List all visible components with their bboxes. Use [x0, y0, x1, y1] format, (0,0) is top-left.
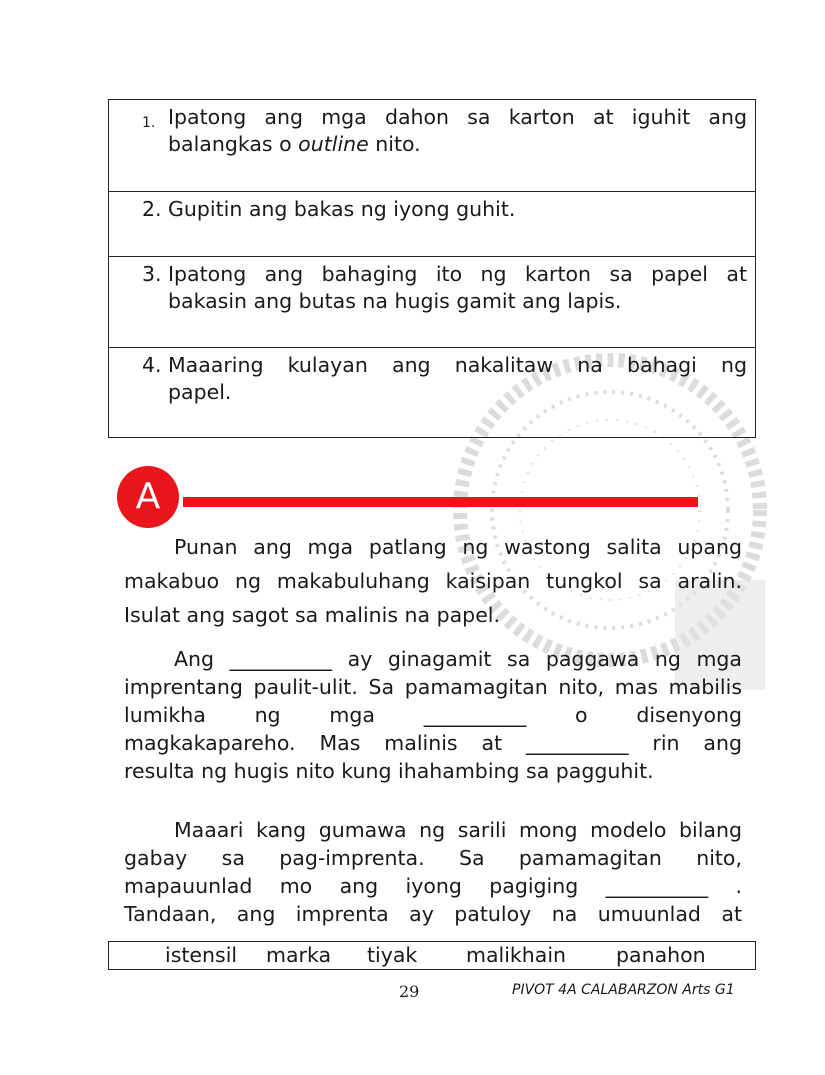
step-text-line2: bakasin ang butas na hugis gamit ang lapis. [168, 289, 622, 313]
step-text: Maaaring kulayan ang nakalitaw na bahagi ng [168, 353, 747, 377]
paragraph-line: imprentang paulit-ulit. Sa pamamagitan nito, mas mabilis [124, 675, 742, 699]
steps-table [108, 99, 756, 438]
step-text: Ipatong ang mga dahon sa karton at iguhit ang [168, 105, 747, 129]
step-text: Ipatong ang bahaging ito ng karton sa papel at [168, 262, 747, 286]
paragraph-line: Maaari kang gumawa ng sarili mong modelo bilang [174, 818, 742, 842]
step-row-2 [109, 192, 755, 257]
paragraph-line: magkakapareho. Mas malinis at __________ rin ang [124, 731, 742, 755]
instructions [124, 530, 742, 632]
step-number: 1. [142, 115, 156, 131]
instructions-line: Isulat ang sagot sa malinis na papel. [124, 603, 501, 627]
step-number: 3. [142, 262, 162, 286]
paragraph-line: mapauunlad mo ang iyong pagiging __________ . [124, 874, 742, 898]
footer-label: PIVOT 4A CALABARZON Arts G1 [512, 982, 735, 998]
step-row-3 [109, 257, 755, 348]
paragraph-line: Tandaan, ang imprenta ay patuloy na umuunlad at [124, 902, 742, 926]
step-row-4 [109, 348, 755, 437]
word-bank-item: panahon [616, 943, 706, 967]
step-number: 4. [142, 353, 162, 377]
fill-in-paragraph-1 [124, 645, 742, 785]
instructions-line: makabuo ng makabuluhang kaisipan tungkol sa aralin. [124, 569, 742, 593]
page-number: 29 [399, 982, 420, 1001]
word-bank-item: istensil [165, 943, 238, 967]
section-badge: A [117, 466, 179, 528]
paragraph-line: lumikha ng mga __________ o disenyong [124, 703, 742, 727]
step-text-line2 [142, 131, 747, 158]
paragraph-line: Ang __________ ay ginagamit sa paggawa ng mga [174, 647, 742, 671]
word-bank-item: marka [266, 943, 332, 967]
word-bank-item: tiyak [367, 943, 418, 967]
paragraph-line: gabay sa pag-imprenta. Sa pamamagitan nito, [124, 846, 742, 870]
step-number: 2. [142, 197, 162, 221]
step-row-1 [109, 100, 755, 192]
paragraph-line: resulta ng hugis nito kung ihahambing sa pagguhit. [124, 759, 654, 783]
step-text-part: nito. [368, 132, 421, 156]
fill-in-paragraph-2 [124, 816, 742, 928]
instructions-line: Punan ang mga patlang ng wastong salita upang [174, 535, 742, 559]
step-text-line2: papel. [168, 380, 232, 404]
word-bank-item: malikhain [466, 943, 567, 967]
word-bank [108, 941, 756, 970]
section-title-bar [183, 497, 698, 507]
step-text: Gupitin ang bakas ng iyong guhit. [168, 197, 516, 221]
emphasis-text: outline [298, 132, 369, 156]
step-text-part: balangkas o [168, 132, 299, 156]
